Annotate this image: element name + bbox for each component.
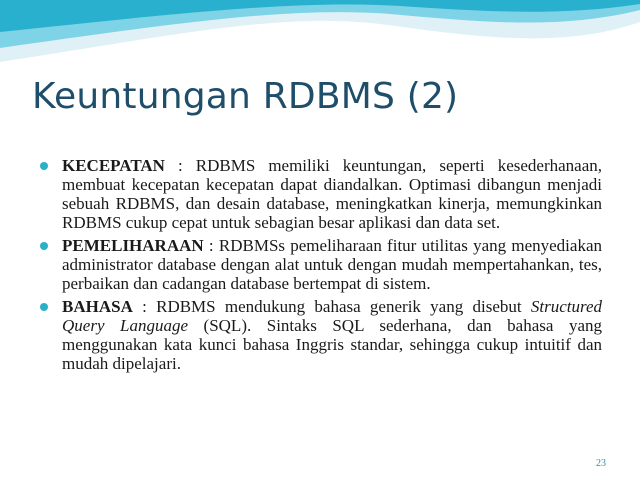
bullet-item-bahasa [40, 297, 602, 373]
bullet-emphasis: Structured Query Language [62, 297, 602, 335]
bullet-item-pemeliharaan [40, 236, 602, 293]
bullet-text: : RDBMSs pemeliharaan fitur utilitas yang menyediakan administrator database dengan alat untuk dengan mudah mempertahankan, tes, perbaikan dan cadangan database bertempat di sistem. [62, 236, 602, 293]
bullet-dot-icon [40, 162, 48, 170]
bullet-term: BAHASA [62, 297, 133, 316]
bullet-term: PEMELIHARAAN [62, 236, 204, 255]
bullet-text: : RDBMS memiliki keuntungan, seperti kesederhanaan, membuat kecepatan kecepatan dapat diandalkan. Optimasi dibangun menjadi sebuah RDBMS, dan desain database, meningkatkan kinerja, memungkinkan RDBMS cukup cepat untuk sebagian besar aplikasi dan data set. [62, 156, 602, 232]
bullet-dot-icon [40, 303, 48, 311]
bullet-list [40, 156, 602, 377]
slide-title: Keuntungan RDBMS (2) [32, 76, 459, 117]
page-number: 23 [596, 458, 606, 469]
bullet-text: : RDBMS mendukung bahasa generik yang disebut [132, 297, 531, 316]
bullet-text: (SQL). Sintaks SQL sederhana, dan bahasa yang menggunakan kata kunci bahasa Inggris standar, sehingga cukup intuitif dan mudah dipelajari. [62, 316, 602, 373]
bullet-term: KECEPATAN [62, 156, 165, 175]
bullet-dot-icon [40, 242, 48, 250]
header-wave-banner [0, 0, 640, 80]
bullet-item-kecepatan [40, 156, 602, 232]
